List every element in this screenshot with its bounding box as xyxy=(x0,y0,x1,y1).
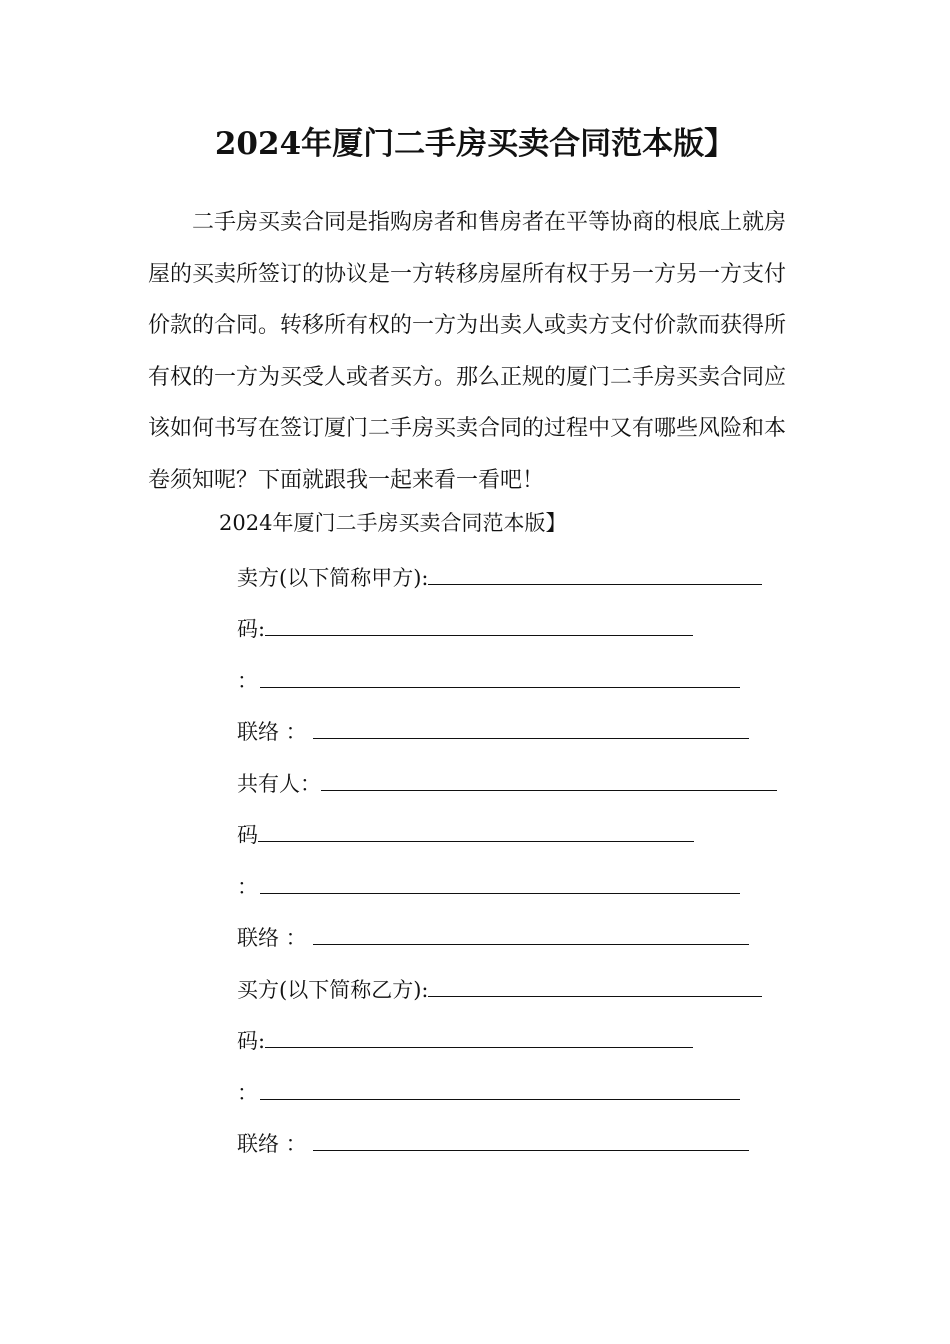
co-owner-id-field xyxy=(237,815,694,851)
blank-line[interactable] xyxy=(428,558,762,585)
blank-line[interactable] xyxy=(260,661,740,688)
blank-line[interactable] xyxy=(313,712,749,739)
intro-line: 该如何书写在签订厦门二手房买卖合同的过程中又有哪些风险和本 xyxy=(148,416,787,441)
intro-line: 二手房买卖合同是指购房者和售房者在平等协商的根底上就房 xyxy=(192,210,787,235)
seller-contact-field xyxy=(237,712,749,748)
seller-name-field xyxy=(237,558,762,594)
field-label: ： xyxy=(237,875,258,899)
blank-line[interactable] xyxy=(321,764,777,791)
buyer-name-field xyxy=(237,970,762,1006)
intro-line: 价款的合同。转移所有权的一方为出卖人或卖方支付价款而获得所 xyxy=(148,313,787,338)
field-label: 联络 ： xyxy=(237,926,307,950)
intro-paragraph xyxy=(148,197,798,506)
blank-line[interactable] xyxy=(258,815,694,842)
buyer-address-field xyxy=(237,1073,740,1109)
field-label: 买方(以下简称乙方): xyxy=(237,978,429,1002)
field-label: 卖方(以下简称甲方): xyxy=(237,566,429,590)
field-label: 码: xyxy=(237,1029,266,1053)
intro-line: 卷须知呢？下面就跟我一起来看一看吧！ xyxy=(148,467,545,493)
document-title: 2024年厦门二手房买卖合同范本版】 xyxy=(214,126,736,162)
field-label: 联络 ： xyxy=(237,1132,307,1156)
field-label: 联络 ： xyxy=(237,720,307,744)
intro-line: 屋的买卖所签订的协议是一方转移房屋所有权于另一方另一方支付 xyxy=(148,261,787,287)
blank-line[interactable] xyxy=(260,867,740,894)
buyer-contact-field xyxy=(237,1124,749,1160)
intro-line: 有权的一方为买受人或者买方。那么正规的厦门二手房买卖合同应 xyxy=(148,364,787,390)
buyer-id-field xyxy=(237,1021,693,1057)
seller-address-field xyxy=(237,661,740,697)
co-owner-address-field xyxy=(237,867,740,903)
co-owner-field xyxy=(237,764,777,800)
co-owner-contact-field xyxy=(237,918,749,954)
blank-line[interactable] xyxy=(265,609,693,636)
blank-line[interactable] xyxy=(265,1021,693,1048)
blank-line[interactable] xyxy=(313,918,749,945)
field-label: ： xyxy=(237,1081,258,1105)
seller-id-field xyxy=(237,609,693,645)
field-label: 码: xyxy=(237,617,266,641)
field-label: 共有人： xyxy=(237,772,321,796)
blank-line[interactable] xyxy=(260,1073,740,1100)
blank-line[interactable] xyxy=(313,1124,749,1151)
blank-line[interactable] xyxy=(428,970,762,997)
field-label: ： xyxy=(237,669,258,693)
field-label: 码 xyxy=(237,823,258,847)
contract-subtitle: 2024年厦门二手房买卖合同范本版】 xyxy=(219,511,567,535)
